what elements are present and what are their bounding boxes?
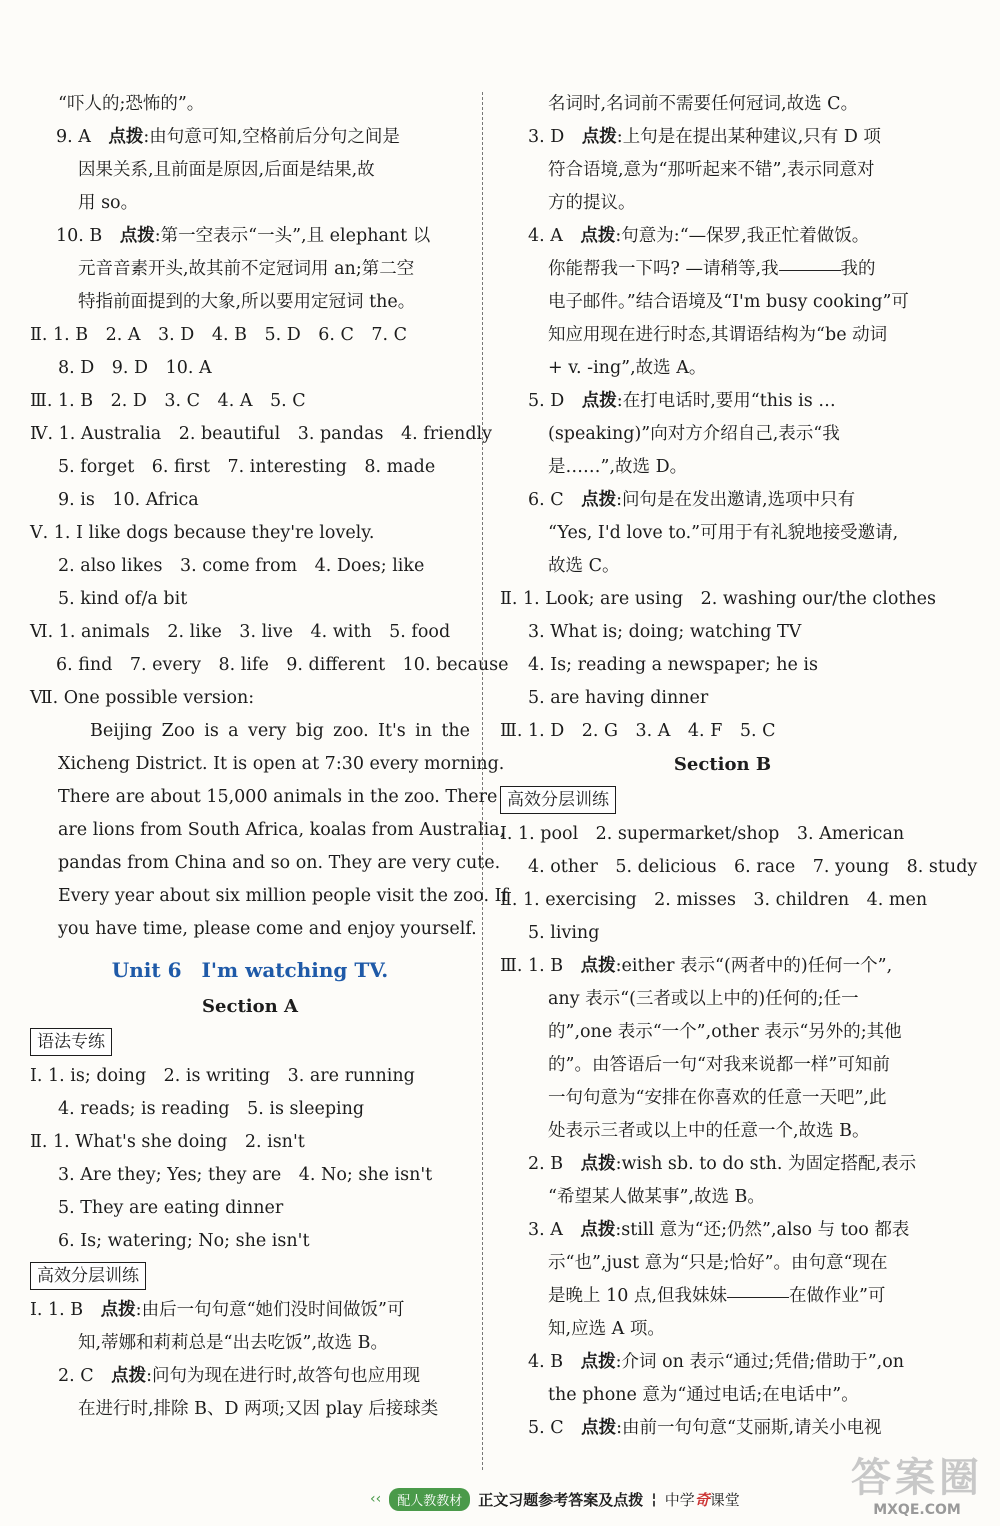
left-column [30, 88, 509, 1426]
answer-line: 2. C 点拨:问句为现在进行时,故答句也应用现 [58, 1366, 421, 1386]
answer-line: 一句句意为“安排在你喜欢的任意一天吧”,此 [548, 1088, 887, 1108]
answer-line: Ⅱ. 1. B 2. A 3. D 4. B 5. D 6. C 7. C [30, 325, 408, 345]
answer-line: 因果关系,且前面是原因,后面是结果,故 [78, 160, 375, 180]
answer-line: 3. A 点拨:still 意为“还;仍然”,also 与 too 都表 [528, 1220, 910, 1240]
answer-line: 是……”,故选 D。 [548, 457, 688, 477]
answer-line: Ⅴ. 1. I like dogs because they're lovely. [30, 523, 375, 543]
hint-label: 点拨 [108, 127, 144, 147]
exercise-box-label: 语法专练 [30, 1028, 112, 1056]
arrow-icon: ‹‹ [370, 1491, 382, 1507]
hint-label: 点拨 [580, 226, 616, 246]
answer-line: 5. C 点拨:由前一句句意“艾丽斯,请关小电视 [528, 1418, 882, 1438]
hint-label: 点拨 [119, 226, 155, 246]
answer-line: 方的提议。 [548, 193, 636, 213]
answer-line: 处表示三者或以上中的任意一个,故选 B。 [548, 1121, 870, 1141]
answer-line: Ⅱ. 1. Look; are using 2. washing our/the clothes [500, 589, 936, 609]
brand-text: 中学奇课堂 [664, 1490, 740, 1509]
answer-line: Ⅱ. 1. What's she doing 2. isn't [30, 1132, 305, 1152]
answer-line: Ⅲ. 1. B 点拨:either 表示“(两者中的)任何一个”, [500, 956, 893, 976]
answer-line: the phone 意为“通过电话;在电话中”。 [548, 1385, 859, 1405]
essay-line: There are about 15,000 animals in the zoo. There [58, 787, 498, 807]
answer-line: 示“也”,just 意为“只是;恰好”。由句意“现在 [548, 1253, 888, 1273]
answer-line: any 表示“(三者或以上中的)任何的;任一 [548, 989, 859, 1009]
answer-line: “吓人的;恐怖的”。 [58, 94, 205, 114]
answer-line: 5. D 点拨:在打电话时,要用“this is … [528, 391, 836, 411]
hint-label: 点拨 [580, 1352, 616, 1372]
section-title: Section B [673, 754, 772, 775]
answer-line: 5. They are eating dinner [58, 1198, 284, 1218]
answer-line: 的”。由答语后一句“对我来说都一样”可知前 [548, 1055, 890, 1075]
answer-line: 故选 C。 [548, 556, 620, 576]
footer-title: 正文习题参考答案及点拨 [478, 1490, 644, 1509]
exercise-box-label: 高效分层训练 [500, 786, 616, 814]
hint-label: 点拨 [580, 1220, 616, 1240]
answer-line: 3. D 点拨:上句是在提出某种建议,只有 D 项 [528, 127, 881, 147]
answer-line: Ⅶ. One possible version: [30, 688, 255, 708]
answer-line: 特指前面提到的大象,所以要用定冠词 the。 [78, 292, 416, 312]
essay-line: Beijing Zoo is a very big zoo. It's in the [90, 721, 470, 741]
essay-line: are lions from South Africa, koalas from Australia, [58, 820, 506, 840]
hint-label: 点拨 [581, 490, 617, 510]
hint-label: 点拨 [581, 391, 617, 411]
answer-line: 6. Is; watering; No; she isn't [58, 1231, 310, 1251]
essay-line: Xicheng District. It is open at 7:30 every morning. [58, 754, 505, 774]
answer-line: 是晚上 10 点,但我妹妹 在做作业”可 [548, 1286, 886, 1306]
essay-line: pandas from China and so on. They are very cute. [58, 853, 501, 873]
hint-label: 点拨 [111, 1366, 147, 1386]
answer-line: 元音音素开头,故其前不定冠词用 an;第二空 [78, 259, 415, 279]
answer-line: 8. D 9. D 10. A [58, 358, 212, 378]
answer-line: 5. living [528, 923, 600, 943]
unit-title: Unit 6 I'm watching TV. [111, 958, 389, 982]
answer-line: 2. B 点拨:wish sb. to do sth. 为固定搭配,表示 [528, 1154, 917, 1174]
answer-line: Ⅰ. 1. pool 2. supermarket/shop 3. American [500, 824, 905, 844]
answer-line: 3. What is; doing; watching TV [528, 622, 802, 642]
fill-blank [727, 1296, 789, 1298]
hint-label: 点拨 [581, 1418, 617, 1438]
answer-line: 4. B 点拨:介词 on 表示“通过;凭借;借助于”,on [528, 1352, 905, 1372]
answer-line: Ⅱ. 1. exercising 2. misses 3. children 4. men [500, 890, 928, 910]
separator-icon: ¦ [651, 1490, 657, 1508]
answer-line: Ⅲ. 1. D 2. G 3. A 4. F 5. C [500, 721, 776, 741]
answer-line: 3. Are they; Yes; they are 4. No; she isn't [58, 1165, 433, 1185]
answer-line: Ⅰ. 1. is; doing 2. is writing 3. are running [30, 1066, 415, 1086]
answer-line: Ⅲ. 1. B 2. D 3. C 4. A 5. C [30, 391, 306, 411]
answer-line: (speaking)”向对方介绍自己,表示“我 [548, 424, 840, 444]
answer-line: 5. kind of/a bit [58, 589, 188, 609]
site-watermark: 答案圈 MXQE.COM [851, 1455, 983, 1518]
fill-blank [779, 269, 841, 271]
hint-label: 点拨 [580, 1154, 616, 1174]
answer-line: 在进行时,排除 B、D 两项;又因 play 后接球类 [78, 1399, 439, 1419]
answer-line: 6. find 7. every 8. life 9. different 10. because [56, 655, 509, 675]
answer-line: “Yes, I'd love to.”可用于有礼貌地接受邀请, [548, 523, 899, 543]
answer-line: 4. A 点拨:句意为:“—保罗,我正忙着做饭。 [528, 226, 870, 246]
answer-line: 9. is 10. Africa [58, 490, 199, 510]
answer-line: 6. C 点拨:问句是在发出邀请,选项中只有 [528, 490, 856, 510]
page-footer [370, 1482, 740, 1516]
answer-line: 4. reads; is reading 5. is sleeping [58, 1099, 365, 1119]
textbook-badge: 配人教教材 [389, 1488, 470, 1511]
hint-label: 点拨 [580, 956, 616, 976]
right-column [500, 88, 978, 1445]
exercise-box-label: 高效分层训练 [30, 1262, 146, 1290]
answer-line: 4. Is; reading a newspaper; he is [528, 655, 818, 675]
answer-line: 5. are having dinner [528, 688, 709, 708]
essay-line: Every year about six million people visit the zoo. If [58, 886, 509, 906]
answer-line: 电子邮件。”结合语境及“I'm busy cooking”可 [548, 292, 909, 312]
answer-line: 10. B 点拨:第一空表示“一头”,且 elephant 以 [56, 226, 431, 246]
answer-line: 符合语境,意为“那听起来不错”,表示同意对 [548, 160, 875, 180]
answer-line: 5. forget 6. first 7. interesting 8. made [58, 457, 436, 477]
answer-line: 4. other 5. delicious 6. race 7. young 8. study [528, 857, 978, 877]
answer-line: Ⅰ. 1. B 点拨:由后一句句意“她们没时间做饭”可 [30, 1300, 405, 1320]
answer-line: 你能帮我一下吗? —请稍等,我 我的 [548, 259, 876, 279]
answer-line: “希望某人做某事”,故选 B。 [548, 1187, 765, 1207]
answer-line: 的”,one 表示“一个”,other 表示“另外的;其他 [548, 1022, 902, 1042]
hint-label: 点拨 [100, 1300, 136, 1320]
answer-line: + v. -ing”,故选 A。 [548, 358, 707, 378]
answer-line: 9. A 点拨:由句意可知,空格前后分句之间是 [56, 127, 400, 147]
answer-line: Ⅳ. 1. Australia 2. beautiful 3. pandas 4. friendly [30, 424, 493, 444]
answer-line: 用 so。 [78, 193, 139, 213]
answer-line: 知,蒂娜和莉莉总是“出去吃饭”,故选 B。 [78, 1333, 388, 1353]
answer-line: 2. also likes 3. come from 4. Does; like [58, 556, 425, 576]
answer-line: 知应用现在进行时态,其谓语结构为“be 动词 [548, 325, 888, 345]
section-title: Section A [202, 996, 298, 1017]
essay-line: you have time, please come and enjoy yourself. [58, 919, 477, 939]
answer-line: 名词时,名词前不需要任何冠词,故选 C。 [548, 94, 859, 114]
answer-line: Ⅵ. 1. animals 2. like 3. live 4. with 5. food [30, 622, 451, 642]
hint-label: 点拨 [581, 127, 617, 147]
answer-line: 知,应选 A 项。 [548, 1319, 665, 1339]
